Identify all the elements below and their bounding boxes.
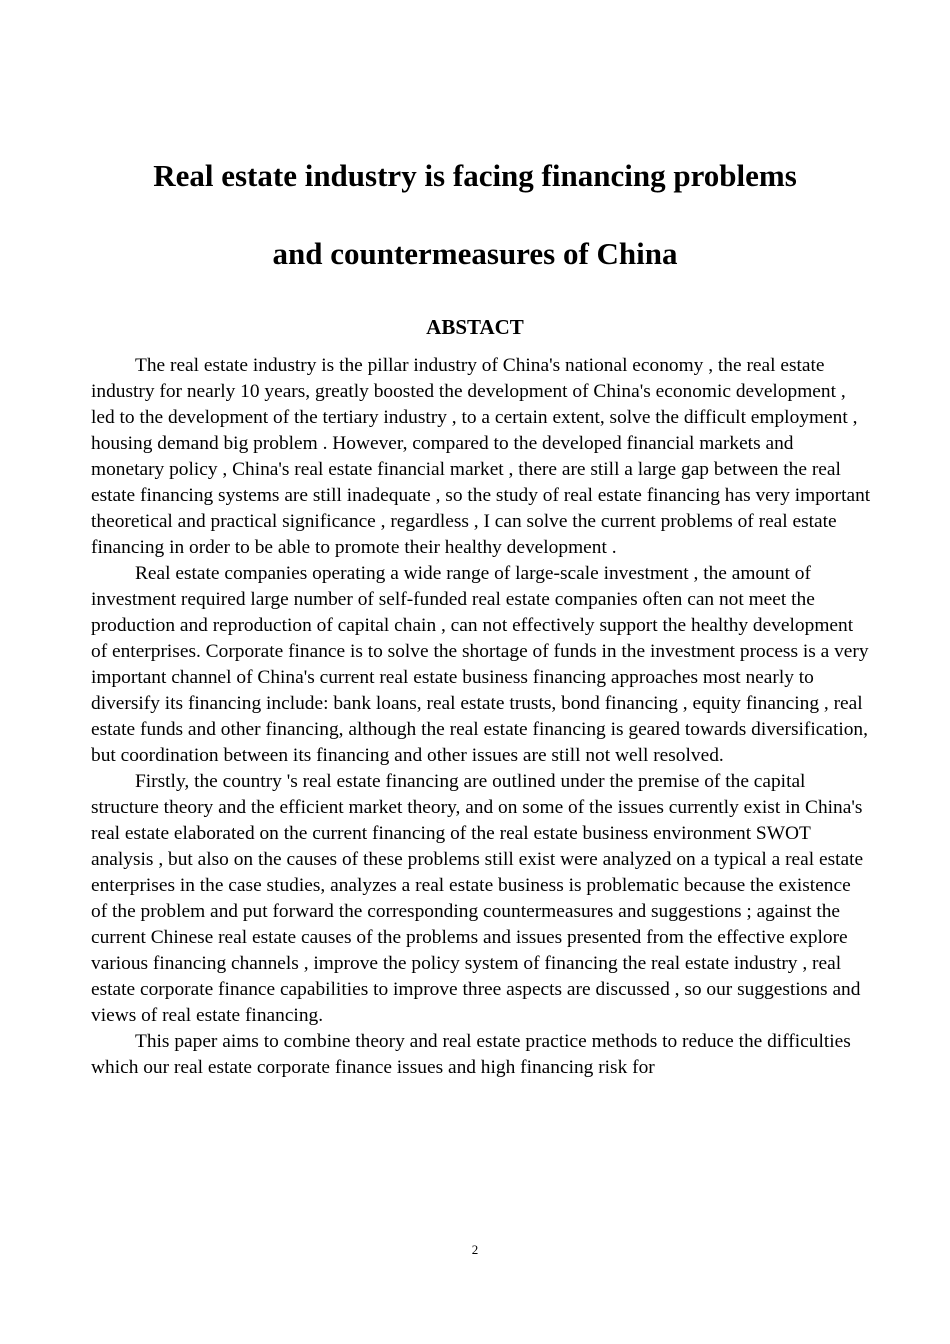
document-title-line-2: and countermeasures of China [272, 236, 678, 271]
abstract-paragraph-3: Firstly, the country 's real estate financing are outlined under the premise of the capital structure theory and the efficient market theory, and on some of the issues currently exist in China's real estate elaborated on the current financing of the real estate business environment SWOT analysis , but also on the causes of these problems still exist were analyzed on a typical a real estate enterprises in the case studies, analyzes a real estate business is problematic because the existence of the problem and put forward the corresponding countermeasures and suggestions ; against the current Chinese real estate causes of the problems and issues presented from the effective explore various financing channels , improve the policy system of financing the real estate industry , real estate corporate finance capabilities to improve three aspects are discussed , so our suggestions and views of real estate financing. [91, 771, 864, 1026]
abstract-paragraph-1: The real estate industry is the pillar industry of China's national economy , the real estate industry for nearly 10 years, greatly boosted the development of China's economic development , led to the development of the tertiary industry , to a certain extent, solve the difficult employment , housing demand big problem . However, compared to the developed financial markets and monetary policy , China's real estate financial market , there are still a large gap between the real estate financing systems are still inadequate , so the study of real estate financing has very important theoretical and practical significance , regardless , I can solve the current problems of real estate financing in order to be able to promote their healthy development . [91, 355, 871, 558]
document-title-line-1: Real estate industry is facing financing problems [153, 158, 797, 193]
abstract-paragraph-2: Real estate companies operating a wide range of large-scale investment , the amount of investment required large number of self-funded real estate companies often can not meet the production and reproduction of capital chain , can not effectively support the healthy development of enterprises. Corporate finance is to solve the shortage of funds in the investment process is a very important channel of China's current real estate business financing approaches most nearly to diversify its financing include: bank loans, real estate trusts, bond financing , equity financing , real estate funds and other financing, although the real estate financing is geared towards diversification, but coordination between its financing and other issues are still not well resolved. [91, 563, 869, 766]
abstract-body [91, 353, 871, 1081]
abstract-heading: ABSTACT [426, 315, 524, 339]
abstract-paragraph-4: This paper aims to combine theory and real estate practice methods to reduce the difficulties which our real estate corporate finance issues and high financing risk for [91, 1031, 851, 1078]
page-number: 2 [471, 1242, 479, 1257]
